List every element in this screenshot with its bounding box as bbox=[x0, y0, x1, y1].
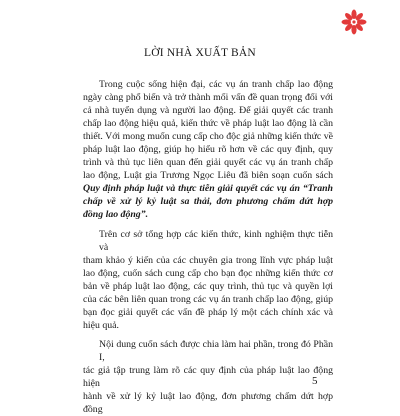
text-line: lao động, Luật gia Trương Ngọc Liêu đã biên soạn cuốn sách bbox=[83, 170, 333, 182]
page-number: 5 bbox=[312, 375, 318, 387]
text-line: tác giả tập trung làm rõ các quy định của pháp luật lao động hiện bbox=[83, 364, 333, 390]
text-line: thiết. Với mong muốn cung cấp cho độc giả những kiến thức về bbox=[83, 131, 333, 143]
text-line: Trong cuộc sống hiện đại, các vụ án tranh chấp lao động bbox=[99, 79, 333, 90]
body-text bbox=[83, 78, 333, 416]
text-line: chấp lao động hiệu quả, kiến thức về pháp luật lao động là cần bbox=[83, 118, 333, 130]
text-line: lao động, cuốn sách cung cấp cho bạn đọc những kiến thức cơ bbox=[83, 267, 333, 279]
flower-emblem-icon bbox=[341, 9, 367, 35]
text-line: Trên cơ sở tổng hợp các kiến thức, kinh nghiệm thực tiễn và bbox=[99, 228, 333, 253]
text-line: bản về pháp luật lao động, các quy trình, thủ tục và quyền lợi bbox=[83, 280, 333, 292]
text-line: hành về xử lý kỷ luật lao động, đơn phương chấm dứt hợp đồng bbox=[83, 391, 333, 416]
book-title-line: Quy định pháp luật và thực tiễn giải quyết các vụ án “Tranh bbox=[83, 183, 333, 195]
text-line: pháp luật lao động, giúp họ hiểu rõ hơn về các quy định, quy bbox=[83, 144, 333, 156]
book-title-line: đồng lao động”. bbox=[83, 209, 149, 221]
page-title: LỜI NHÀ XUẤT BẢN bbox=[144, 47, 256, 59]
text-line: của các bên liên quan trong các vụ án tranh chấp lao động, giúp bbox=[83, 293, 333, 305]
text-line: hiệu quả. bbox=[83, 319, 119, 331]
text-line: Nội dung cuốn sách được chia làm hai phần, trong đó Phần I, bbox=[99, 338, 333, 363]
text-line: ngày càng phổ biến và trở thành mối vấn đề quan trọng đối với bbox=[83, 92, 333, 104]
text-line: tham khảo ý kiến của các chuyên gia trong lĩnh vực pháp luật bbox=[83, 254, 333, 266]
text-line: trình và thủ tục liên quan đến giải quyết các vụ án tranh chấp bbox=[83, 157, 333, 169]
text-line: cả nhà tuyển dụng và người lao động. Để giải quyết các tranh bbox=[83, 105, 333, 117]
text-line: bạn đọc giải quyết các vấn đề pháp lý một cách chính xác và bbox=[83, 306, 333, 318]
book-title-line: chấp về xử lý kỷ luật sa thải, đơn phương chấm dứt hợp bbox=[83, 196, 333, 208]
